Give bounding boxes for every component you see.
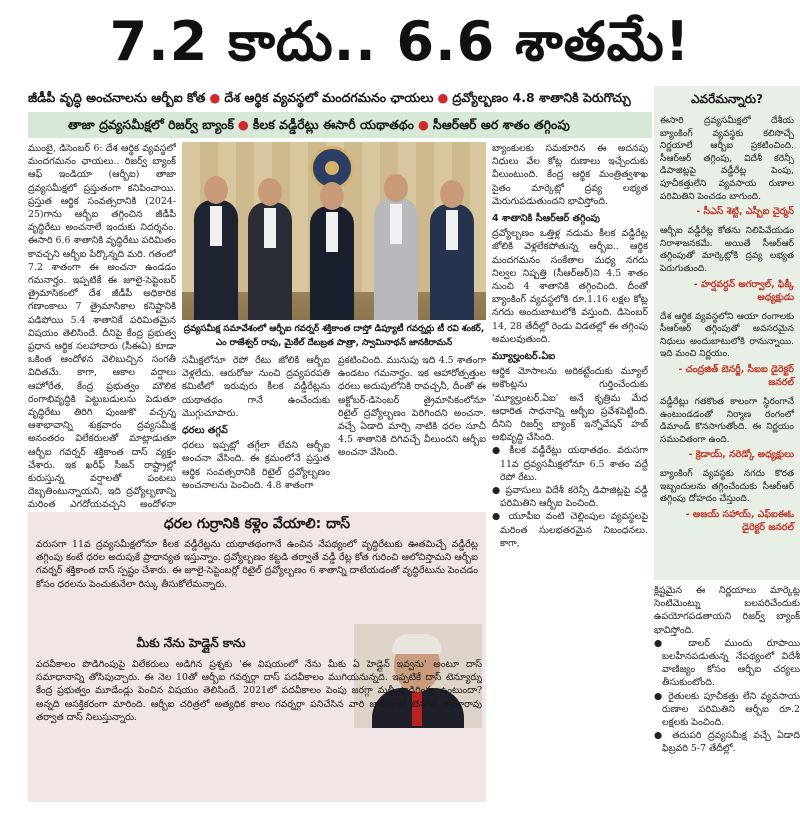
bullet-item: ● కీలక వడ్డీరేట్లు యథాతథం. వరుసగా 11వ ద్రవ్యసమీక్షలోనూ 6.5 శాతం వద్దే రెపో రేటు.: [492, 445, 648, 483]
sidebar-quote: ఆర్బీఐ వడ్డీరేట్ల కోతను నిలిపివేయడం నిరాశాజనకమే. అయితే సీఆర్ఆర్ తగ్గింపుతో మార్కెట్లోకి ద్రవ్య లభ్యత పెరుగుతుంది.: [660, 226, 794, 274]
sidebar-quote: బ్యాంకింగ్ వ్యవస్థకు నగదు కొరత ఇబ్బందులను తగ్గించేందుకు సీఆర్ఆర్ తగ్గింపు దోహదం చేస్తుంది.: [660, 469, 794, 505]
column-b-text-2: ధరలు ఇప్పట్లో తగ్గేలా లేవని ఆర్బీఐ అంచనా వేసింది. ఈ క్రమంలోనే ప్రస్తుత ఆర్థిక సంవత్సరానికి రిటైల్ ద్రవ్యోల్బణం అంచనాలను పెంచింది. 4.8 శాతంగా: [182, 440, 330, 491]
quote-attribution: - అజయ్ సహాయ్, ఎఫ్ఐఈఓ డైరెక్టర్ జనరల్: [685, 509, 794, 534]
subhead-1a: జీడీపీ వృద్ధి అంచనాలను ఆర్బీఐ కోత: [28, 90, 206, 105]
person-figure: [310, 206, 354, 320]
bullet-dot: ●: [418, 117, 429, 132]
subhead-2a: తాజా ద్రవ్యసమీక్షలో రిజర్వ్ బ్యాంక్: [68, 117, 234, 132]
sidebar-quote: ఈసారి ద్రవ్యసమీక్షలో దేశీయ బ్యాంకింగ్ వ్యవస్థకు కలిసొచ్చే నిర్ణయాలే ఆర్బీఐ ప్రకటించింది. సీఆర్ఆర్ తగ్గింపు, విదేశీ కరెన్సీ డిపాజిట్లపై వడ్డీరేట్ల పెంపు, పూచీకత్తులేని వ్యవసాయ రుణాల పరిమితిని పెంచడం బాగుంది.: [660, 116, 794, 202]
governor-box: [28, 512, 486, 802]
quote-attribution: - క్రెడాయ్, నరెడ్కో అధ్యక్షులు: [688, 449, 794, 461]
column-d-subhead-1: 4 శాతానికి సీఆర్ఆర్ తగ్గింపు: [492, 213, 601, 225]
person-figure: [430, 204, 474, 320]
subhead-2b: కీలక వడ్డీరేట్లు ఈసారీ యథాతథం: [252, 117, 414, 132]
subhead-2c: సీఆర్ఆర్ అర శాతం తగ్గింపు: [432, 117, 570, 132]
person-figure: [194, 200, 238, 320]
column-d-text-2: ద్రవ్యోల్బణం ఒత్తిళ్ల నడుమ కీలక వడ్డీరేట్ల జోలికి వెళ్లలేకపోతున్న ఆర్బీఐ.. ఆర్థిక మందగమనం సంకేతాల మధ్య నగదు నిల్వల నిష్పత్తి (సీఆర్ఆర్)ని 4.5 శాతం నుంచి 4 శాతానికి తగ్గించింది. దీంతో బ్యాంకింగ్ వ్యవస్థలోకి రూ.1.16 లక్షల కోట్ల నగదు అందుబాటులోకి వస్తుంది. డిసెంబర్ 14, 28 తేదీల్లో రెండు విడతల్లో ఈ తగ్గింపు అమలవుతుంది.: [492, 228, 648, 345]
subheadline-2: [28, 112, 652, 138]
box-subtitle: మీకు నేను హెడ్లైన్ కాను: [136, 636, 246, 650]
article-column-d: [492, 142, 648, 802]
column-e-text: క్లిష్టమైన ఈ నిర్ణయాలు మార్కెట్ల సెంటిమెంట్ను బలపరిచేందుకు ఉపయోగపడతాయని రిజర్వ్ బ్యాంక్ భావిస్తోంది.: [654, 585, 800, 636]
column-d-text-3: ఆర్థిక మోసాలను అరికట్టేందుకు మ్యూల్ అకౌంట్లను గుర్తించేందుకు 'మ్యూల్హంటర్.ఏఐ' అనే కృత్రిమ మేధ ఆధారిత సాధనాన్ని ఆర్బీఐ ప్రవేశపెట్టింది. దీనిని రిజర్వ్ బ్యాంక్ ఇన్నోవేషన్ హబ్ అభివృద్ధి చేసింది.: [492, 366, 648, 444]
bullet-dot: ●: [237, 117, 249, 132]
bullet-item: ● యూపీఐ వంటి చెల్లింపుల వ్యవస్థలపై మరింత సులభతరమైన నిబంధనలు. కాగా,: [492, 511, 648, 549]
sidebar-quote: దేశ ఆర్థిక వ్యవస్థలోని ఆయా రంగాలకు సీఆర్ఆర్ తగ్గింపుతో అవసరమైన నిధులు అందుబాటులోకి రానున్నాయి. ఇది మంచి నిర్ణయం.: [660, 311, 794, 360]
bullet-dot: ●: [437, 90, 449, 105]
opinions-sidebar: [654, 86, 800, 580]
bullet-dot: ●: [209, 90, 221, 105]
column-d-text: బ్యాంకులకు సమకూరిన ఈ అదనపు నిధులు వేల కోట్ల రుణాలు ఇచ్చేందుకు వీలుంటుంది. కేంద్ర ఆర్థిక మంత్రిత్వశాఖ సైతం మార్కెట్లో ద్రవ్య లభ్యత మెరుగుపడుతుందని భావిస్తోంది.: [492, 143, 648, 207]
bullet-item: ● ప్రవాసులు విదేశీ కరెన్సీ డిపాజిట్లపై వడ్డీ పరిమితిని ఆర్బీఐ పెంచింది.: [492, 485, 648, 510]
box-title: ధరల గుర్రానికి కళ్లెం వేయాలి: దాస్: [163, 516, 351, 532]
article-column-c: ప్రకటించింది. మునుపు ఇది 4.5 శాతంగా ఉండటం గమనార్హం. ఇక ఆహారోత్పత్తుల ధరలు అదుపులోనికి రావచ్చనీ, దీంతో ఈ అక్టోబర్-డిసెంబర్ త్రైమాసికంలోనూ రిటైల్ ద్రవ్యోల్బణం పెరిగిందని అంచనా. వచ్చే ఏడాది మార్చి నాటికి ధరల సూచీ 4.5 శాతానికి దిగివచ్చే వీలుందని ఆర్బీఐ అంచనా వేసింది.: [338, 355, 486, 459]
subhead-1c: ద్రవ్యోల్బణం 4.8 శాతానికి పెరుగొచ్చు: [452, 90, 631, 105]
headline: 7.2 కాదు.. 6.6 శాతమే!: [109, 10, 691, 73]
sidebar-title: ఎవరేమన్నారు?: [691, 92, 763, 106]
photo-caption: ద్రవ్యసమీక్ష సమావేశంలో ఆర్బీఐ గవర్నర్ శక్తికాంత దాస్తో డిప్యూటీ గవర్నర్లు టీ రవి శంకర్, ఎం రాజేశ్వర్ రావు, మైకేల్ దేబబ్రత పాత్రా, స్వామినాథన్ జానకిరామన్: [183, 324, 485, 348]
column-d-subhead-2: మ్యూల్హంటర్.ఏఐ: [492, 351, 556, 363]
article-column-e: [654, 584, 800, 802]
bullet-item: ● తదుపరి ద్రవ్యసమీక్ష వచ్చే ఏడాది ఫిబ్రవరి 5-7 తేదీల్లో.: [654, 730, 800, 755]
article-column-a: ముంబై, డిసెంబర్ 6: దేశ ఆర్థిక వ్యవస్థలో మందగమనం ఛాయలు.. రిజర్వ్ బ్యాంక్ ఆఫ్ ఇండియా (ఆర్బీఐ) తాజా ద్రవ్యసమీక్షలో ప్రస్తుతంగా కనిపించాయి. ప్రస్తుత ఆర్థిక సంవత్సరానికి (2024-25)గాను ఆర్బీఐ తగ్గించిన జీడీపీ వృద్ధిరేటు అంచనాలే ఇందుకు నిదర్శనం. ఈసారి 6.6 శాతానికి వృద్ధిరేటు పరిమితం కావచ్చని ఆర్బీఐ పేర్కొన్నది మరి. గతంలో 7.2 శాతంగా ఈ అంచనా ఉండడం గమనార్హం. ఇప్పటికే ఈ జూలై-సెప్టెంబర్ త్రైమాసికంలో దేశ జీడీపీ అధికారిక గణాంకాలు 7 త్రైమాసికాల కనిష్టానికి పడిపోయి 5.4 శాతానికే పరిమితమైన విషయం తెలిసిందే. దీనిపై కేంద్ర ప్రభుత్వ ప్రధాన ఆర్థిక సలహాదారు (సీఈఏ) కూడా ఒకింత ఆందోళన వెలిబుచ్చిన సంగతీ విదితమే. కాగా, ఆకాల వర్షాలు ఆహోరేత, కేంద్ర ప్రభుత్వం మౌలిక రంగాభివృద్ధికి పెట్టుబడులను పెడుతూ వృద్ధిరేటు తిరిగి పుంజుకొ వచ్చన్న ఆశాభావాన్ని శుక్రవారం ద్రవ్యసమీక్ష అనంతరం విలేకరులతో మాట్లాడుతూ ఆర్బీఐ గవర్నర్ శక్తికాంత దాస్ వ్యక్తం చేశారు. ఇక ఖరీఫ్ సీజన్ రాష్ట్రాల్లో కురుస్తున్న వర్షాలతో పంటలు దెబ్బతింటున్నాయని, ఇది ద్రవ్యోల్బణాన్ని మరింత ఎగదోయవచ్చని అందోళనా: [28, 143, 176, 510]
quote-attribution: - చంద్రజిత్ బెనర్జీ, సీఐఐ డైరెక్టర్ జనరల్: [678, 363, 794, 388]
bullet-item: ● డాలర్ ముందు రూపాయి బలహీనపడుతున్న నేపథ్యంలో విదేశీ వాణిజ్యం కోసం ఆర్బీఐ చర్యలు తీసుకుంటోంది.: [654, 637, 800, 689]
quote-attribution: - హర్షవర్ధన్ అగర్వాల్, ఫిక్కీ అధ్యక్షుడు: [693, 278, 794, 303]
column-b-subhead: ధరలు తగ్గవ్: [182, 425, 228, 437]
subhead-1b: దేశ ఆర్థిక వ్యవస్థలో మందగమనం ఛాయలు: [224, 90, 434, 105]
article-column-b: [182, 354, 330, 510]
person-figure: [374, 198, 418, 320]
column-b-text: సమీక్షలోనూ రెపో రేటు జోలికి ఆర్బీఐ వెళ్లలేదు. ఆరురోజు నుంచి ద్రవ్యపరపతి కమిటీలో ఇరువురు కీలక వడ్డీరేట్లను యథాతథం గానే ఉంచేందుకు మొగ్గుచూపారు.: [182, 355, 330, 419]
box-text-2: పదవీకాలం పొడిగింపుపై విలేకరులు అడిగిన ప్రశ్నకు 'ఈ విషయంలో నేను మీకు ఏ హెడ్లైన్ ఇవ్వను' అంటూ దాస్ సమాధానాన్ని తోసిపుచ్చారు. ఈ నెల 10తో ఆర్బీఐ గవర్నర్గా దాస్ పదవీకాలం ముగియనున్నది. ఇప్పటికే దాస్ టెన్యూర్ను కేంద్ర ప్రభుత్వం మూడేండ్లు పెంచిన విషయం తెలిసిందే. 2021లో పదవీకాలం పెంపు జరగ్గా మళ్లీ పొడిగింపు ఉంటుందా? అన్నది ఆసక్తికరంగా మారింది. ఆర్బీఐ చరిత్రలో అత్యధిక కాలం గవర్నర్గా పనిచేసిన వారి జాబితాలో బెనగల్ రామారావు తర్వాత దాస్ నిలుస్తున్నారు.: [36, 659, 482, 723]
quote-attribution: - సీఎస్ శెట్టి, ఎస్బీఐ చైర్మన్: [696, 206, 794, 218]
bullet-item: ● రైతులకు పూచీకత్తు లేని వ్యవసాయ రుణాల పరిమితిని ఆర్బీఐ రూ.2 లక్షలకు పెంచింది.: [654, 690, 800, 729]
subheadline-1: [28, 86, 652, 110]
rbi-press-photo: [182, 142, 486, 320]
box-text: వరుసగా 11వ ద్రవ్యసమీక్షలోనూ కీలక వడ్డీరేట్లను యథాతథంగానే ఉంచిన నేపథ్యంలో వృద్ధిరేటుకు ఊతమిచ్చే వడ్డీరేట్ల తగ్గింపు కంటే ధరల అదుపుకే ప్రాధాన్యత ఇస్తున్నాం. ద్రవ్యోల్బణం కట్టడి తర్వాతే వడ్డీ రేట్ల కోత గురించి ఆలోచిస్తామని ఆర్బీఐ గవర్నర్ శక్తికాంత దాస్ స్పష్టం చేశారు. ఈ జూలై-సెప్టెంబర్లో రిటైల్ ద్రవ్యోల్బణం 6 శాతాన్ని దాటేయడంతో వృద్ధిరేటును పెంచడం కోసం ధరలను పెంచుకునేలా రిస్కు తీసుకోలేమన్నారు.: [36, 539, 478, 590]
person-figure: [248, 202, 292, 320]
sidebar-quote: వడ్డీరేట్లు గతకొంత కాలంగా స్థిరంగానే ఉంటుండడంతో నిర్మాణ రంగంలో డిమాండ్ కొనసాగుతోంది. ఈ నిర్ణయం సముచితంగా ఉంది.: [660, 396, 794, 445]
